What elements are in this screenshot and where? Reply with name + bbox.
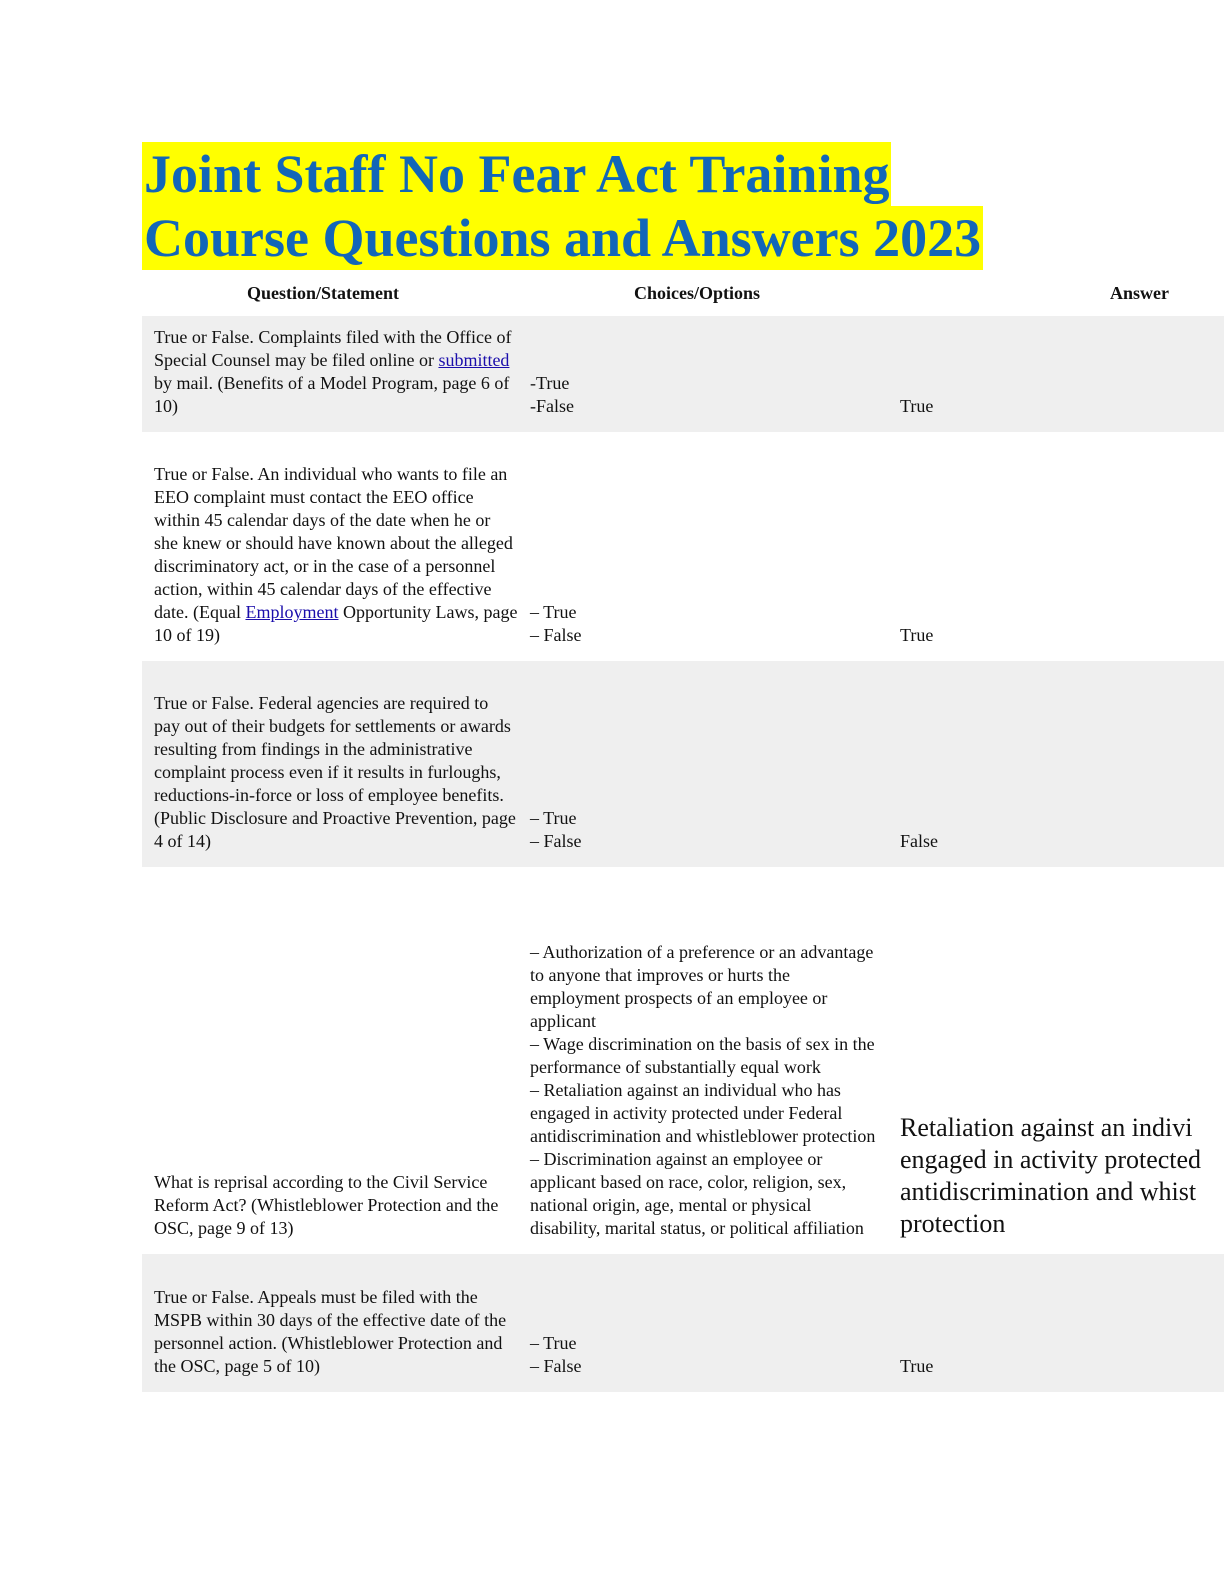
question-text: Opportunity Laws, page 10 of 19) [154,602,518,645]
option-discrimination: – Discrimination against an employee or applicant based on race, color, religion, sex, national origin, age, mental or physical disability, marital status, or political affiliation [530,1149,864,1238]
question-text: True or False. Appeals must be filed with the MSPB within 30 days of the effective date of the personnel action. (Whistleblower Protection and the OSC, page 5 of 10) [154,1287,507,1376]
option-false: – False [530,625,582,645]
option-true: – True [530,808,577,828]
option-true: -True [530,373,570,393]
question-cell [154,1171,518,1240]
table-row [142,432,1224,661]
question-cell [154,463,518,647]
choices-cell [530,372,880,418]
title-line-2: Course Questions and Answers 2023 [144,208,982,268]
option-true: – True [530,602,577,622]
choices-cell [530,941,880,1240]
page-title [142,142,983,270]
option-preference: – Authorization of a preference or an advantage to anyone that improves or hurts the employment prospects of an employee or applicant [530,942,874,1031]
question-text: True or False. An individual who wants to file an EEO complaint must contact the EEO office within 45 calendar days of the date when he or she knew or should have known about the alleged discriminatory act, or in the case of a personnel action, within 45 calendar days of the effective date. (Equal [154,464,513,622]
answer-cell: True [900,625,934,645]
question-cell [154,326,518,418]
choices-cell [530,807,880,853]
option-false: -False [530,396,574,416]
option-retaliation: – Retaliation against an individual who has engaged in activity protected under Federal antidiscrimination and whistleblower protection [530,1080,876,1146]
question-text: What is reprisal according to the Civil Service Reform Act? (Whistleblower Protection and the OSC, page 9 of 13) [154,1172,499,1238]
question-cell [154,692,518,853]
table-row [142,316,1224,432]
submitted-link[interactable]: submitted [438,350,510,370]
answer-line: antidiscrimination and whist [900,1177,1197,1206]
choices-cell [530,1332,880,1378]
table-row [142,1254,1224,1392]
choices-cell [530,601,880,647]
table-row [142,867,1224,1254]
question-text: True or False. Complaints filed with the Office of Special Counsel may be filed online or [154,327,512,370]
answer-cell [900,1112,1224,1240]
answer-line: protection [900,1209,1006,1238]
qa-table [142,280,1224,1392]
header-question: Question/Statement [247,283,399,303]
answer-line: Retaliation against an indivi [900,1113,1193,1142]
employment-link[interactable]: Employment [245,602,339,622]
table-header [142,280,1224,316]
question-text: by mail. (Benefits of a Model Program, page 6 of 10) [154,373,510,416]
table-row [142,661,1224,867]
option-wage-discrimination: – Wage discrimination on the basis of sex in the performance of substantially equal work [530,1034,875,1077]
answer-cell: True [900,396,934,416]
answer-line: engaged in activity protected [900,1145,1202,1174]
option-false: – False [530,1356,582,1376]
option-false: – False [530,831,582,851]
question-text: True or False. Federal agencies are required to pay out of their budgets for settlements or awards resulting from findings in the administrative complaint process even if it results in furloughs, reductions-in-force or loss of employee benefits. (Public Disclosure and Proactive Prevention, page 4 of 14) [154,693,516,851]
header-answer: Answer [1110,283,1169,303]
option-true: – True [530,1333,577,1353]
answer-cell: False [900,831,938,851]
question-cell [154,1286,518,1378]
header-choices: Choices/Options [634,283,761,303]
answer-cell: True [900,1356,934,1376]
title-line-1: Joint Staff No Fear Act Training [144,144,890,204]
